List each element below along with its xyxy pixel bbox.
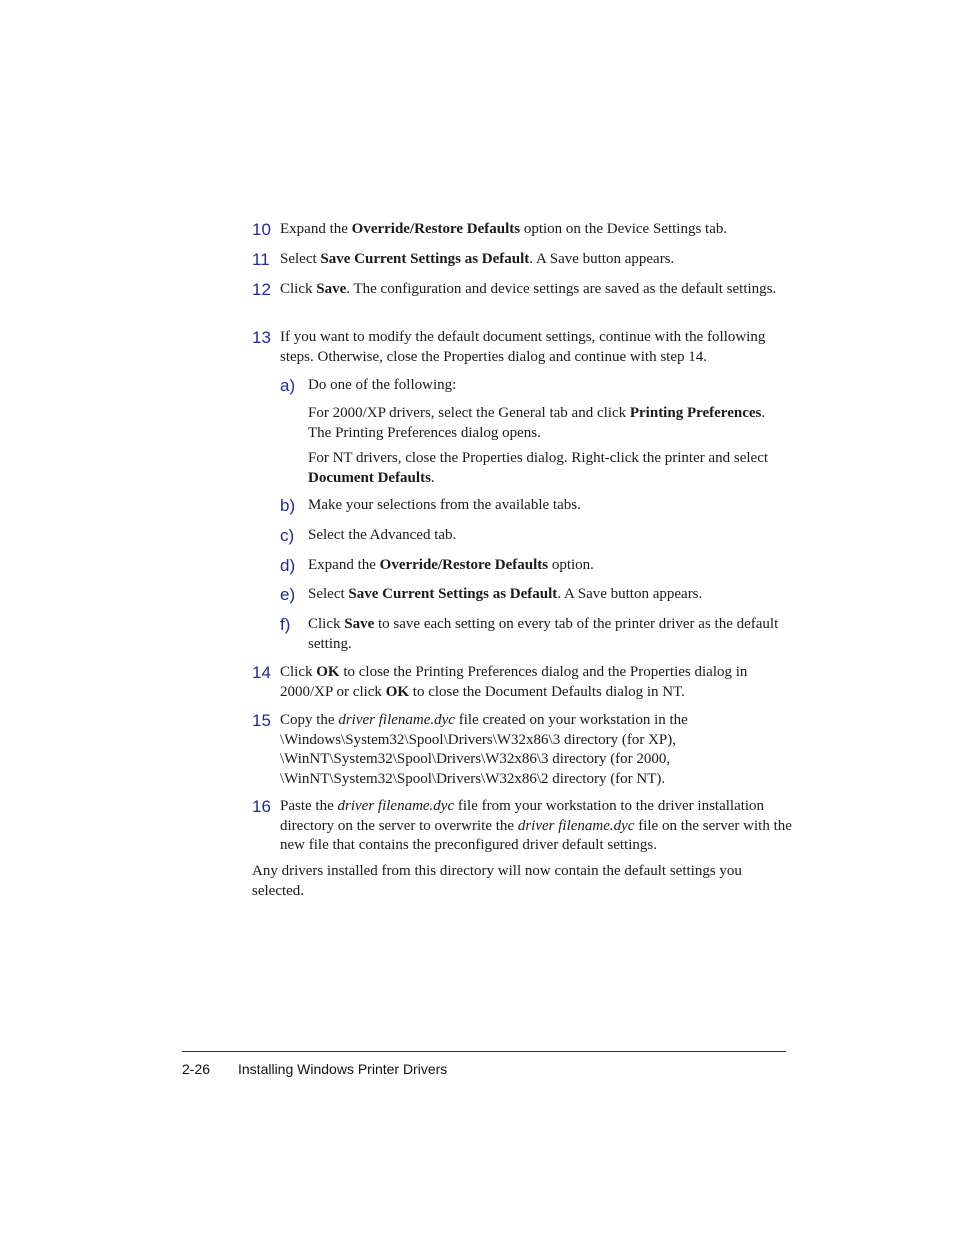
substep-letter: a) — [280, 376, 296, 395]
substep-a-paragraph-2: For NT drivers, close the Properties dialog. Right-click the printer and select Document Defaults. — [308, 450, 769, 486]
step-14 — [252, 663, 792, 702]
substep-letter: f) — [280, 615, 291, 634]
substep-a — [280, 376, 792, 396]
page-number: 2-26 — [182, 1061, 211, 1077]
substep-text: Select the Advanced tab. — [308, 527, 457, 543]
substep-letter: c) — [280, 526, 295, 545]
step-number: 12 — [252, 280, 271, 299]
step-number: 14 — [252, 663, 271, 682]
step-13 — [252, 328, 792, 367]
substep-letter: d) — [280, 556, 296, 575]
step-text: Click OK to close the Printing Preferences dialog and the Properties dialog in 2000/XP or click OK to close the Document Defaults dialog in NT. — [280, 664, 748, 700]
step-text: Select Save Current Settings as Default. A Save button appears. — [280, 251, 675, 267]
step-11 — [252, 250, 792, 270]
step-16 — [252, 797, 792, 856]
footer-rule — [182, 1051, 786, 1052]
substep-letter: b) — [280, 496, 296, 515]
step-15 — [252, 711, 792, 789]
substep-c — [280, 526, 792, 546]
step-number: 15 — [252, 711, 271, 730]
substep-text: Expand the Override/Restore Defaults option. — [308, 557, 594, 573]
substep-b — [280, 496, 792, 516]
step-text: Paste the driver filename.dyc file from your workstation to the driver installation directory on the server to overwrite the driver filename.dyc file on the server with the new file that contains the preconfigured driver default settings. — [280, 798, 792, 853]
step-number: 16 — [252, 797, 271, 816]
substep-text: Click Save to save each setting on every tab of the printer driver as the default setting. — [308, 616, 779, 652]
step-number: 13 — [252, 328, 271, 347]
step-number: 10 — [252, 220, 271, 239]
substep-text: Do one of the following: — [308, 377, 457, 393]
substep-a-paragraph-1: For 2000/XP drivers, select the General tab and click Printing Preferences. The Printing Preferences dialog opens. — [308, 405, 766, 441]
substep-text: Select Save Current Settings as Default. A Save button appears. — [308, 586, 703, 602]
step-text: Copy the driver filename.dyc file created on your workstation in the \Windows\System32\Spool\Drivers\W32x86\3 directory (for XP), \WinNT\System32\Spool\Drivers\W32x86\3 directory (for 2000, \WinNT\System32\Spool\Drivers\W32x86\2 directory (for NT). — [280, 712, 688, 787]
step-text: Expand the Override/Restore Defaults option on the Device Settings tab. — [280, 221, 728, 237]
step-text: Click Save. The configuration and device settings are saved as the default settings. — [280, 281, 777, 297]
step-10 — [252, 220, 792, 240]
closing-paragraph: Any drivers installed from this directory will now contain the default settings you selected. — [252, 863, 742, 899]
substep-e — [280, 585, 792, 605]
substep-letter: e) — [280, 585, 296, 604]
footer-title: Installing Windows Printer Drivers — [238, 1061, 448, 1077]
step-number: 11 — [252, 250, 270, 269]
substep-f — [280, 615, 792, 654]
substep-d — [280, 556, 792, 576]
step-text: If you want to modify the default document settings, continue with the following steps. Otherwise, close the Properties dialog and continue with step 14. — [280, 329, 766, 365]
step-12 — [252, 280, 792, 300]
substep-text: Make your selections from the available tabs. — [308, 497, 581, 513]
